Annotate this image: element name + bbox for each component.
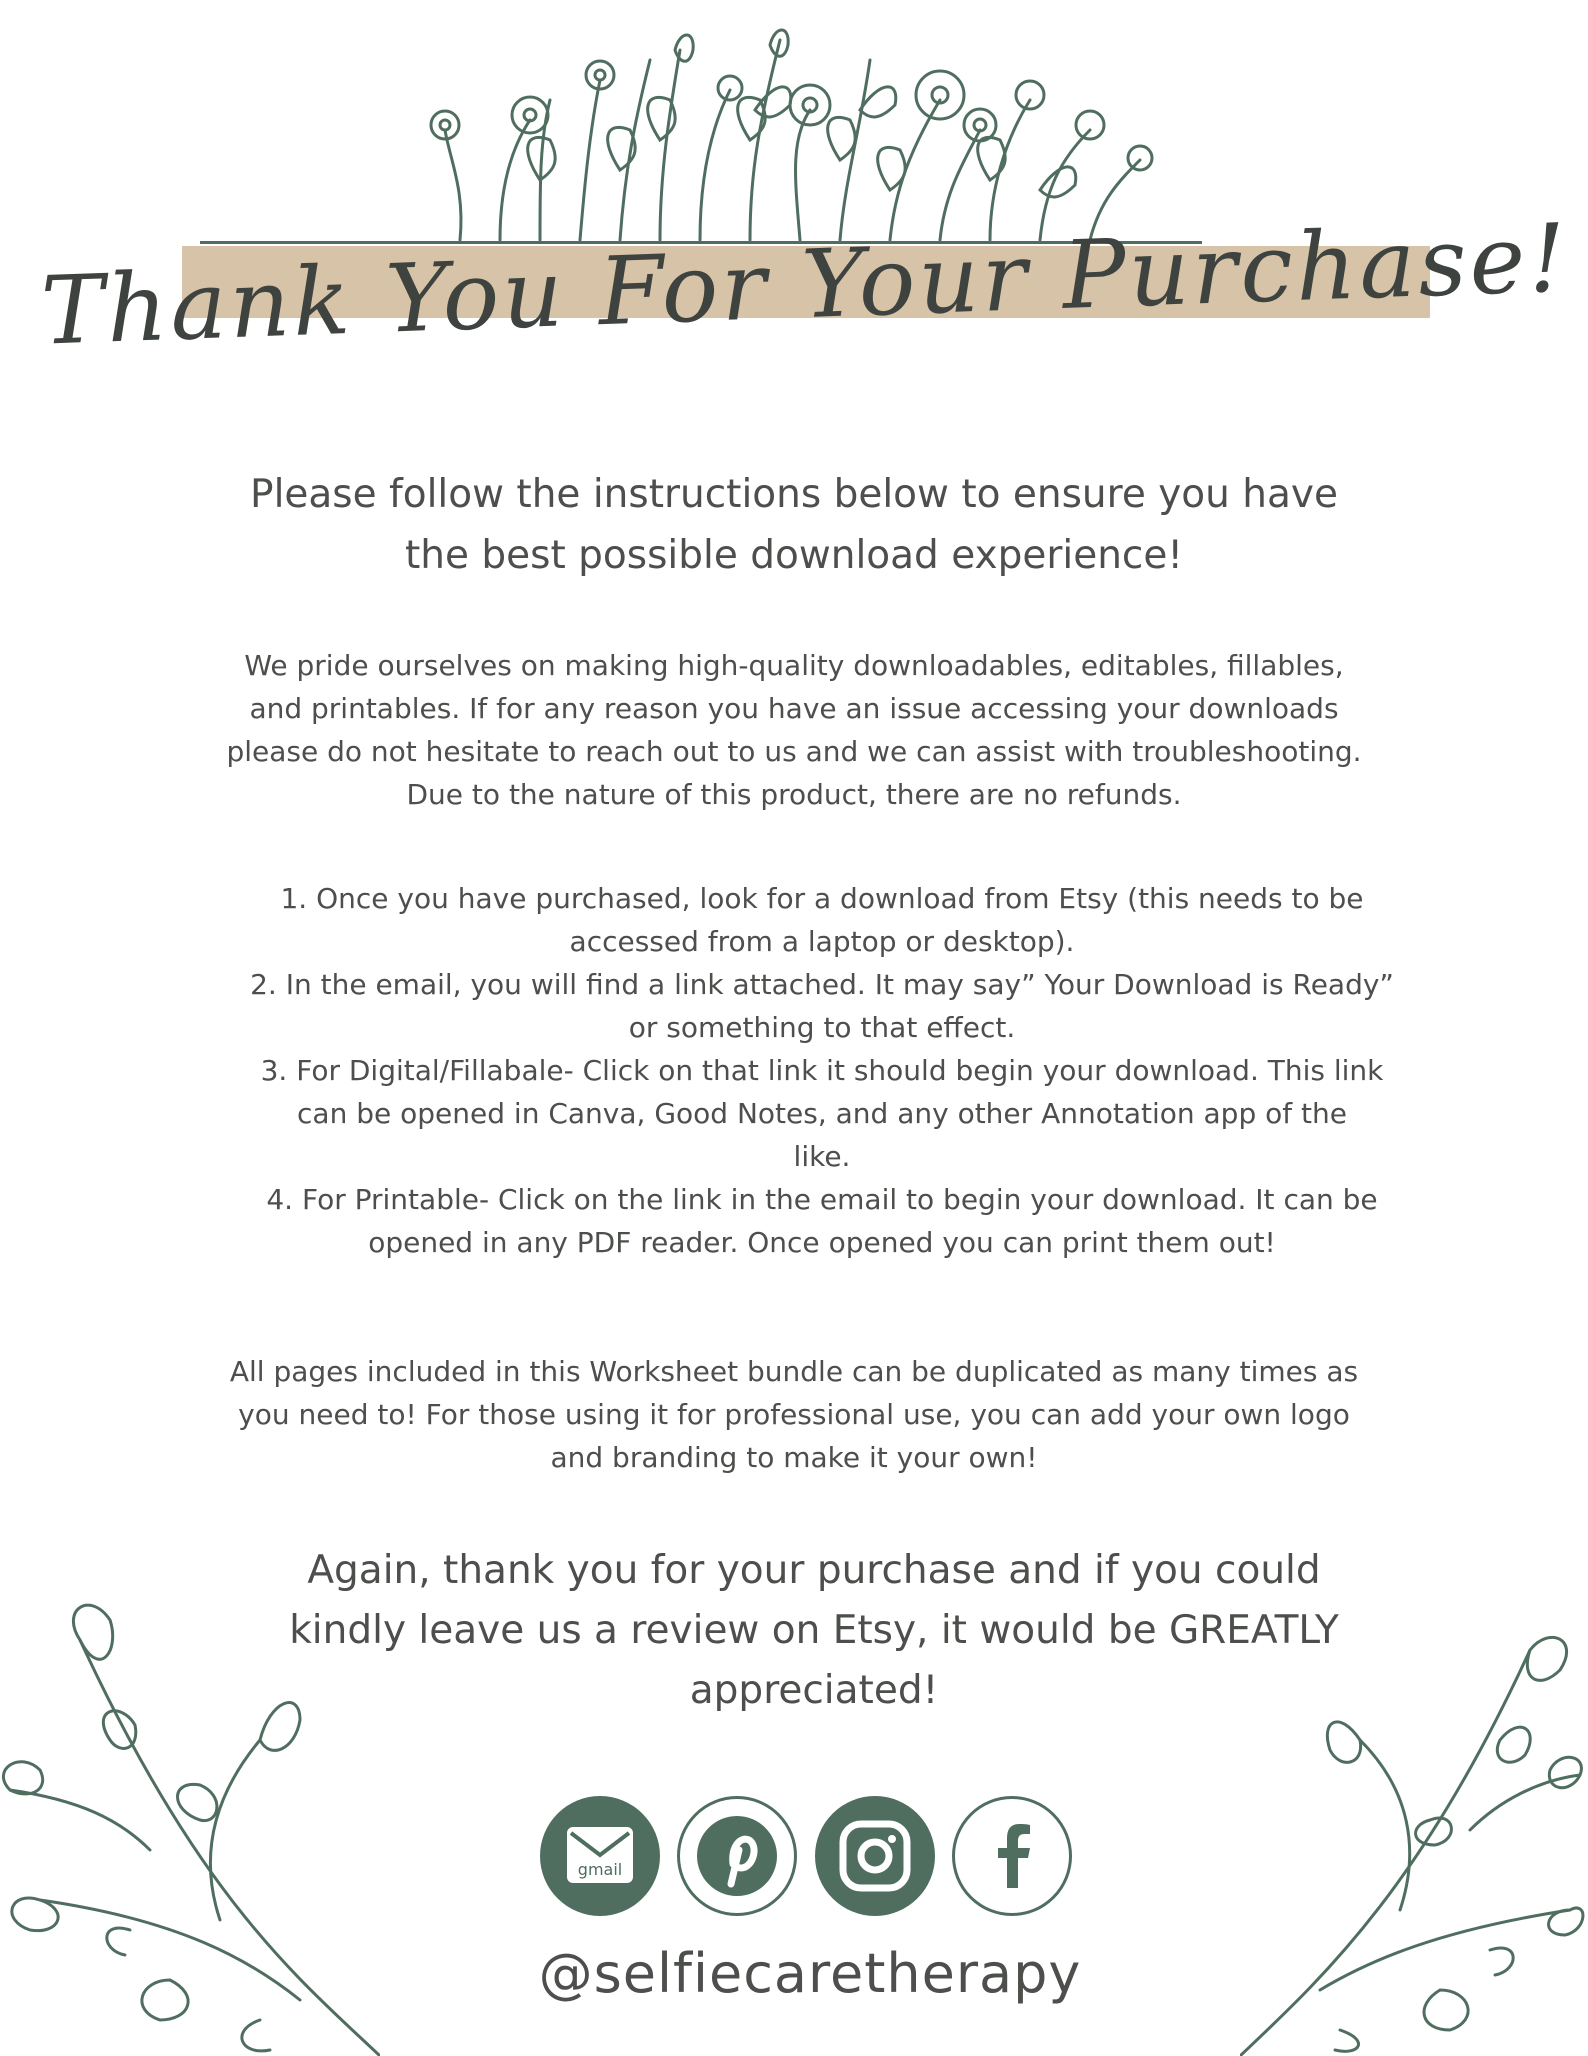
step-line: 1. Once you have purchased, look for a download from Etsy (this needs to be	[280, 882, 1364, 915]
gmail-envelope-graphic	[555, 1811, 645, 1901]
closing-line: kindly leave us a review on Etsy, it would be GREATLY	[289, 1608, 1339, 1653]
closing-line: Again, thank you for your purchase and if you could	[307, 1548, 1321, 1593]
step-line: opened in any PDF reader. Once opened you can print them out!	[368, 1226, 1276, 1259]
step-line: 4. For Printable- Click on the link in the email to begin your download. It can be	[266, 1183, 1378, 1216]
policy-line: and printables. If for any reason you have an issue accessing your downloads	[249, 692, 1339, 725]
facebook-logo-graphic	[972, 1816, 1052, 1896]
social-handle: @selfiecaretherapy	[538, 1942, 1082, 2005]
pinterest-logo-graphic	[687, 1806, 787, 1906]
facebook-icon[interactable]	[952, 1796, 1072, 1916]
bundle-note-paragraph	[160, 1350, 1428, 1479]
page-title: Thank You For Your Purchase!	[39, 203, 1571, 367]
step-item	[186, 963, 1458, 1049]
leaf-branch-left-illustration	[0, 1600, 380, 2056]
bundle-line: All pages included in this Worksheet bundle can be duplicated as many times as	[229, 1355, 1359, 1388]
step-line: 2. In the email, you will find a link attached. It may say” Your Download is Ready”	[250, 968, 1394, 1001]
step-line: accessed from a laptop or desktop).	[569, 925, 1075, 958]
gmail-label: gmail	[577, 1860, 623, 1879]
download-steps-list	[186, 877, 1458, 1264]
intro-line: the best possible download experience!	[404, 533, 1183, 578]
bundle-line: and branding to make it your own!	[550, 1441, 1038, 1474]
social-links	[540, 1794, 1072, 1918]
policy-paragraph	[160, 644, 1428, 816]
step-item	[186, 877, 1458, 963]
step-item	[186, 1178, 1458, 1264]
policy-line: We pride ourselves on making high-quality downloadables, editables, fillables,	[244, 649, 1344, 682]
closing-message	[210, 1541, 1418, 1721]
step-line: like.	[793, 1140, 851, 1173]
step-line: 3. For Digital/Fillabale- Click on that link it should begin your download. This link	[260, 1054, 1384, 1087]
intro-heading	[150, 464, 1438, 586]
policy-line: Due to the nature of this product, there are no refunds.	[406, 778, 1182, 811]
gmail-icon[interactable]	[540, 1796, 660, 1916]
step-line: can be opened in Canva, Good Notes, and any other Annotation app of the	[297, 1097, 1347, 1130]
intro-line: Please follow the instructions below to ensure you have	[250, 472, 1338, 517]
closing-line: appreciated!	[689, 1668, 939, 1713]
step-line: or something to that effect.	[628, 1011, 1016, 1044]
policy-line: please do not hesitate to reach out to us and we can assist with troubleshooting.	[226, 735, 1362, 768]
instagram-icon[interactable]	[815, 1796, 935, 1916]
pinterest-icon[interactable]	[677, 1796, 797, 1916]
instagram-logo-graphic	[835, 1816, 915, 1896]
step-item	[186, 1049, 1458, 1178]
leaf-branch-right-illustration	[1240, 1630, 1588, 2056]
bundle-line: you need to! For those using it for professional use, you can add your own logo	[238, 1398, 1350, 1431]
